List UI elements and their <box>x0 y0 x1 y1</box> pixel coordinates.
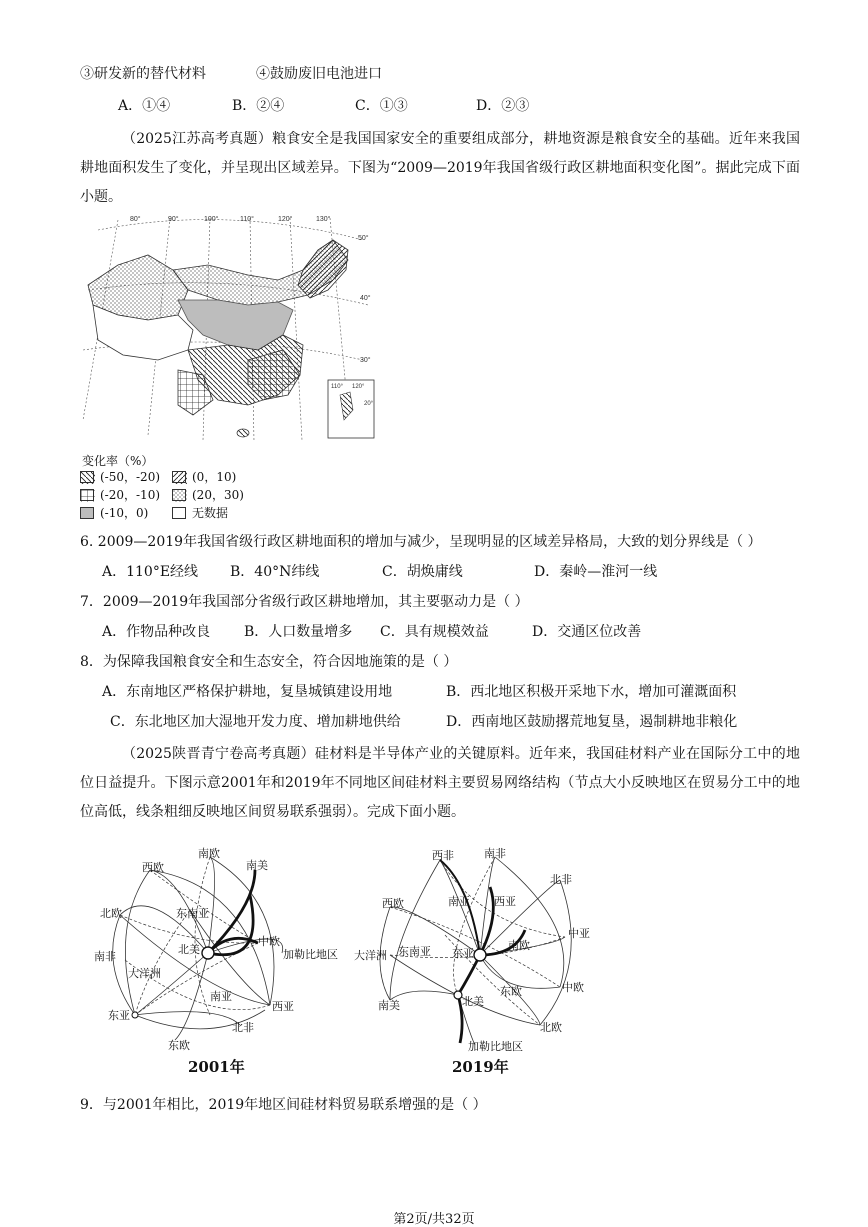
lon-label: 120° <box>278 216 293 223</box>
question-6-stem: 6. 2009—2019年我国省级行政区耕地面积的增加与减少，呈现明显的区域差异格局，大致的划分界线是（ ） <box>80 534 762 550</box>
inset-label: 110° <box>331 384 343 390</box>
node-label: 南欧 <box>508 939 530 952</box>
node-label: 西欧 <box>382 897 404 910</box>
option-a: A．①④ <box>118 98 171 114</box>
node-label: 北欧 <box>100 907 122 920</box>
node-label: 北美 <box>178 943 200 956</box>
option-c: C．具有规模效益 <box>380 624 489 640</box>
option-a: A．110°E经线 <box>102 564 199 580</box>
legend-item <box>80 504 148 521</box>
node-label: 西亚 <box>494 895 516 908</box>
node-label: 西亚 <box>272 1000 294 1013</box>
caption-2001: 2001年 <box>188 1058 245 1076</box>
option-d: D．西南地区鼓励撂荒地复垦，遏制耕地非粮化 <box>446 714 738 730</box>
node-label: 南美 <box>378 999 400 1012</box>
legend-swatch <box>80 507 94 519</box>
node-label: 中亚 <box>568 927 590 940</box>
option-b: B．②④ <box>232 98 285 114</box>
legend-item <box>172 486 244 503</box>
node-label: 东亚 <box>452 947 474 960</box>
legend-swatch <box>80 471 94 483</box>
node-label: 西非 <box>432 849 454 862</box>
intro-paragraph-2: （2025陕晋青宁卷高考真题）硅材料是半导体产业的关键原料。近年来，我国硅材料产业在国际分工中的地位日益提升。下图示意2001年和2019年不同地区间硅材料主要贸易网络结构（节点大小反映地区在贸易分工中的地位高低，线条粗细反映地区间贸易联系强弱）。完成下面小题。 <box>80 746 800 820</box>
node-label: 东南亚 <box>176 907 209 920</box>
lon-label: 100° <box>204 216 219 223</box>
node-label: 南非 <box>94 950 116 963</box>
lat-label: 50° <box>358 235 369 242</box>
node-label: 南美 <box>246 859 268 872</box>
legend-swatch <box>172 489 186 501</box>
question-9-stem: 9．与2001年相比，2019年地区间硅材料贸易联系增强的是（ ） <box>80 1097 487 1113</box>
china-cropland-map <box>78 210 378 455</box>
lon-label: 90° <box>168 216 179 223</box>
question-7-stem: 7．2009—2019年我国部分省级行政区耕地增加，其主要驱动力是（ ） <box>80 594 529 610</box>
node-label: 大洋洲 <box>128 967 161 980</box>
option-b: B．西北地区积极开采地下水，增加可灌溉面积 <box>446 684 737 700</box>
legend-item <box>172 468 236 485</box>
legend-item <box>80 486 160 503</box>
question-8-stem: 8．为保障我国粮食安全和生态安全，符合因地施策的是（ ） <box>80 654 458 670</box>
node-label: 南亚 <box>210 990 232 1003</box>
node-label: 东南亚 <box>398 945 431 958</box>
node-label: 北美 <box>462 995 484 1008</box>
lon-label: 110° <box>240 216 254 223</box>
option-a: A．东南地区严格保护耕地，复垦城镇建设用地 <box>102 684 393 700</box>
node-label: 东欧 <box>168 1039 190 1052</box>
legend-label: (20，30) <box>192 488 244 502</box>
page-footer: 第2页/共32页 <box>393 1212 475 1227</box>
caption-2019: 2019年 <box>452 1058 509 1076</box>
legend-label: 无数据 <box>192 506 229 520</box>
node-label: 加勒比地区 <box>468 1040 523 1053</box>
node-label: 西欧 <box>142 861 164 874</box>
lat-label: 30° <box>360 357 371 364</box>
trade-network-2001 <box>90 845 338 1060</box>
inset-label: 20° <box>364 401 374 407</box>
legend-label: (0，10) <box>192 470 237 484</box>
node-label: 大洋洲 <box>354 949 387 962</box>
node-label: 东亚 <box>108 1009 130 1022</box>
legend-label: (-20，-10) <box>100 488 161 502</box>
legend-swatch <box>172 507 186 519</box>
legend-label: (-50，-20) <box>100 470 161 484</box>
legend-label: (-10，0) <box>100 506 149 520</box>
inset-label: 120° <box>352 384 365 390</box>
option-d: D．秦岭—淮河一线 <box>534 564 658 580</box>
option-c: C．东北地区加大湿地开发力度、增加耕地供给 <box>110 714 401 730</box>
intro-paragraph-1: （2025江苏高考真题）粮食安全是我国国家安全的重要组成部分，耕地资源是粮食安全的基础。近年来我国耕地面积发生了变化，并呈现出区域差异。下图为“2009—2019年我国省级行政区耕地面积变化图”。据此完成下面小题。 <box>80 131 800 205</box>
node-label: 中欧 <box>562 981 584 994</box>
node-label: 北非 <box>550 873 572 886</box>
lat-label: 40° <box>360 295 371 302</box>
node-label: 加勒比地区 <box>283 948 338 961</box>
trade-network-2019 <box>350 845 590 1060</box>
option-b: B．40°N纬线 <box>230 564 320 580</box>
node-label: 北欧 <box>540 1021 562 1034</box>
legend-swatch <box>172 471 186 483</box>
option-d: D．交通区位改善 <box>532 624 642 640</box>
item-3: ③研发新的替代材料 <box>80 66 206 82</box>
legend-item <box>172 504 228 521</box>
legend-swatch <box>80 489 94 501</box>
node-label: 南非 <box>484 847 506 860</box>
legend-item <box>80 468 160 485</box>
node-label: 南欧 <box>198 847 220 860</box>
node-label: 南亚 <box>448 895 470 908</box>
option-a: A．作物品种改良 <box>102 624 211 640</box>
lon-label: 130° <box>316 216 331 223</box>
option-b: B．人口数量增多 <box>244 624 353 640</box>
lon-label: 80° <box>130 216 141 223</box>
node-label: 北非 <box>232 1021 254 1034</box>
legend-title: 变化率（%） <box>82 454 154 468</box>
option-c: C．①③ <box>355 98 408 114</box>
option-d: D．②③ <box>476 98 530 114</box>
node-label: 中欧 <box>258 935 280 948</box>
item-4: ④鼓励废旧电池进口 <box>256 66 382 82</box>
node-label: 东欧 <box>500 985 522 998</box>
option-c: C．胡焕庸线 <box>382 564 463 580</box>
